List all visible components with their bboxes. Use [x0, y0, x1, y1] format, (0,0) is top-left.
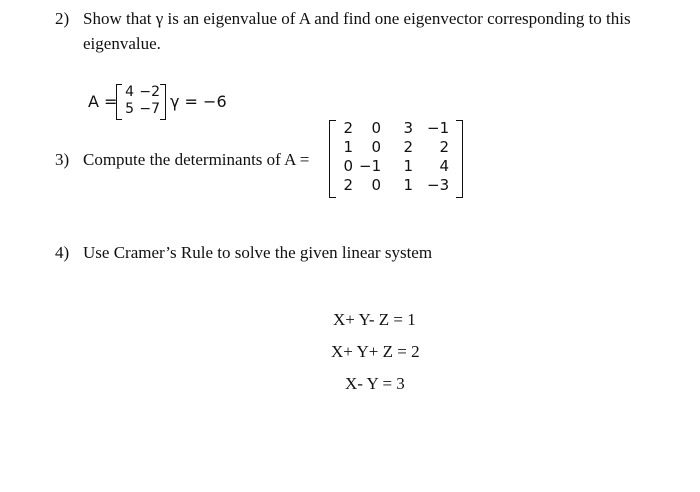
matrix-cell: 1	[403, 157, 413, 175]
equation-2: X+ Y+ Z = 2	[331, 342, 420, 361]
right-bracket	[160, 84, 166, 120]
matrix-cell: 1	[343, 138, 353, 156]
q3-text: Compute the determinants of A =	[83, 150, 310, 169]
q4-text: Use Cramer’s Rule to solve the given linear system	[83, 243, 433, 262]
q2-text-line1: Show that γ is an eigenvalue of A and find one eigenvector corresponding to this	[83, 9, 631, 28]
matrix-cell: 0	[371, 138, 381, 156]
matrix-cell: 0	[371, 176, 381, 194]
q2-matrix-label: A =	[88, 92, 118, 111]
matrix-cell: 0	[343, 157, 353, 175]
q3-matrix	[329, 118, 463, 198]
q4-number: 4)	[55, 243, 70, 262]
matrix-cell: 2	[343, 176, 353, 194]
matrix-cell: 5	[125, 101, 134, 117]
q2-text-line2: eigenvalue.	[83, 34, 161, 53]
matrix-cell: −3	[427, 176, 450, 194]
matrix-cell: 2	[403, 138, 413, 156]
matrix-cell: 2	[343, 119, 353, 137]
matrix-cell: 3	[403, 119, 413, 137]
q2-number: 2)	[55, 9, 70, 28]
matrix-cell: −1	[427, 119, 450, 137]
matrix-cell: −7	[139, 101, 160, 117]
matrix-cell: 4	[439, 157, 449, 175]
equation-1: X+ Y- Z = 1	[333, 310, 416, 329]
matrix-cell: −1	[359, 157, 382, 175]
matrix-cell: 2	[439, 138, 449, 156]
matrix-cell: 4	[125, 84, 134, 100]
matrix-cell: 1	[403, 176, 413, 194]
q3-number: 3)	[55, 150, 70, 169]
equation-3: X- Y = 3	[345, 374, 405, 393]
right-bracket	[456, 120, 463, 198]
q2-gamma-value: γ = −6	[170, 92, 227, 111]
q2-matrix	[114, 84, 166, 120]
matrix-cell: 0	[371, 119, 381, 137]
matrix-cell: −2	[139, 84, 160, 100]
